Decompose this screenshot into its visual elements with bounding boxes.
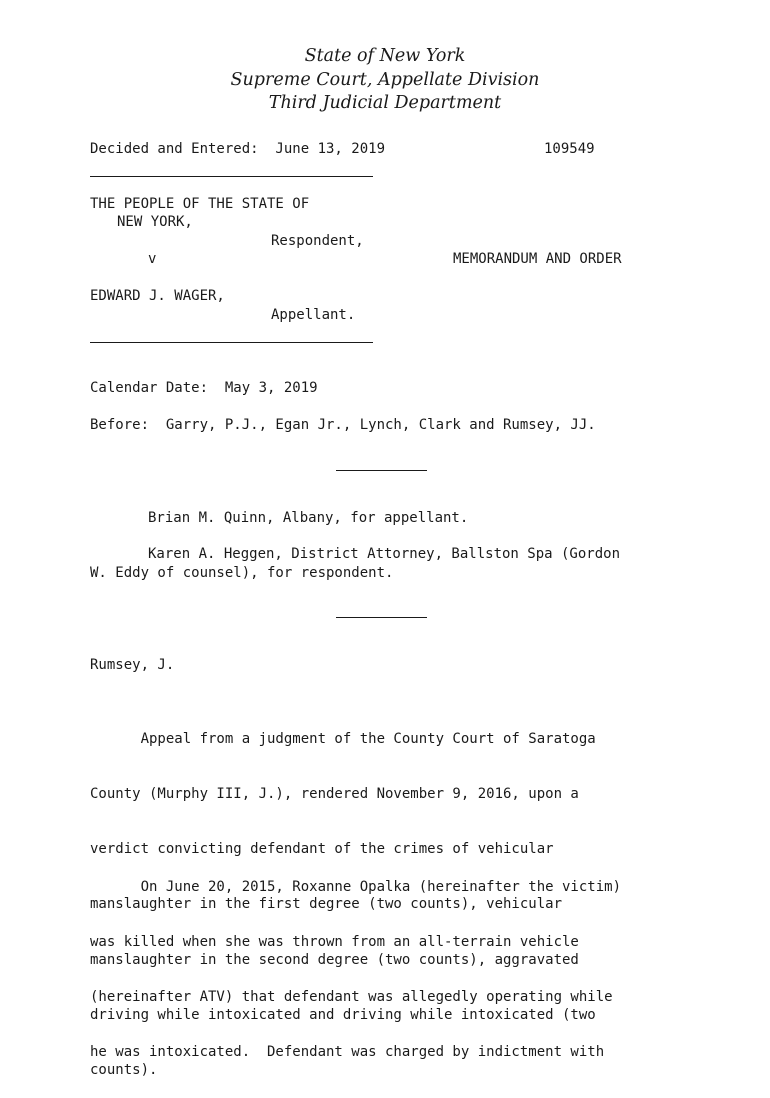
plaintiff-line-2: NEW YORK, <box>117 214 193 230</box>
section-divider-1 <box>336 470 427 471</box>
paragraph-line: manslaughter in the first degree (two counts), vehicular <box>90 896 563 913</box>
paragraph-line: was killed when she was thrown from an all-terrain vehicle <box>90 934 579 951</box>
calendar-date: Calendar Date: May 3, 2019 <box>90 380 318 396</box>
decided-entered: Decided and Entered: June 13, 2019 <box>90 141 386 157</box>
section-divider-2 <box>336 617 427 618</box>
counsel-appellant: Brian M. Quinn, Albany, for appellant. <box>148 510 469 526</box>
counsel-respondent-line-2: W. Eddy of counsel), for respondent. <box>90 565 394 581</box>
heading-state: State of New York <box>304 46 466 66</box>
defendant-name: EDWARD J. WAGER, <box>90 288 225 304</box>
heading-court: Supreme Court, Appellate Division <box>230 70 540 90</box>
caption-top-rule <box>90 176 373 177</box>
paragraph-line: counts). <box>90 1062 158 1079</box>
paragraph-line: he was intoxicated. Defendant was charged by indictment with <box>90 1044 605 1061</box>
opinion-paragraph-2 <box>90 841 690 1080</box>
before-panel: Before: Garry, P.J., Egan Jr., Lynch, Clark and Rumsey, JJ. <box>90 417 596 433</box>
paragraph-line: manslaughter in the second degree (two counts), aggravated <box>90 951 579 968</box>
paragraph-line: driving while intoxicated and driving while intoxicated (two <box>90 1006 596 1023</box>
docket-number: 109549 <box>544 141 595 157</box>
paragraph-line: On June 20, 2015, Roxanne Opalka (hereinafter the victim) <box>90 878 622 895</box>
heading-department: Third Judicial Department <box>268 93 502 113</box>
versus: v <box>148 251 157 267</box>
defendant-role: Appellant. <box>271 307 356 323</box>
counsel-respondent-line-1: Karen A. Heggen, District Attorney, Ballston Spa (Gordon <box>148 546 621 562</box>
paragraph-line: (hereinafter ATV) that defendant was allegedly operating while <box>90 989 613 1006</box>
plaintiff-line-1: THE PEOPLE OF THE STATE OF <box>90 196 310 212</box>
paragraph-line: verdict convicting defendant of the crimes of vehicular <box>90 841 554 858</box>
caption-bottom-rule <box>90 342 373 343</box>
opinion-author: Rumsey, J. <box>90 657 175 673</box>
order-type: MEMORANDUM AND ORDER <box>453 251 622 267</box>
paragraph-line: Appeal from a judgment of the County Court of Saratoga <box>90 730 596 747</box>
plaintiff-role: Respondent, <box>271 233 364 249</box>
paragraph-line: County (Murphy III, J.), rendered November 9, 2016, upon a <box>90 786 579 803</box>
